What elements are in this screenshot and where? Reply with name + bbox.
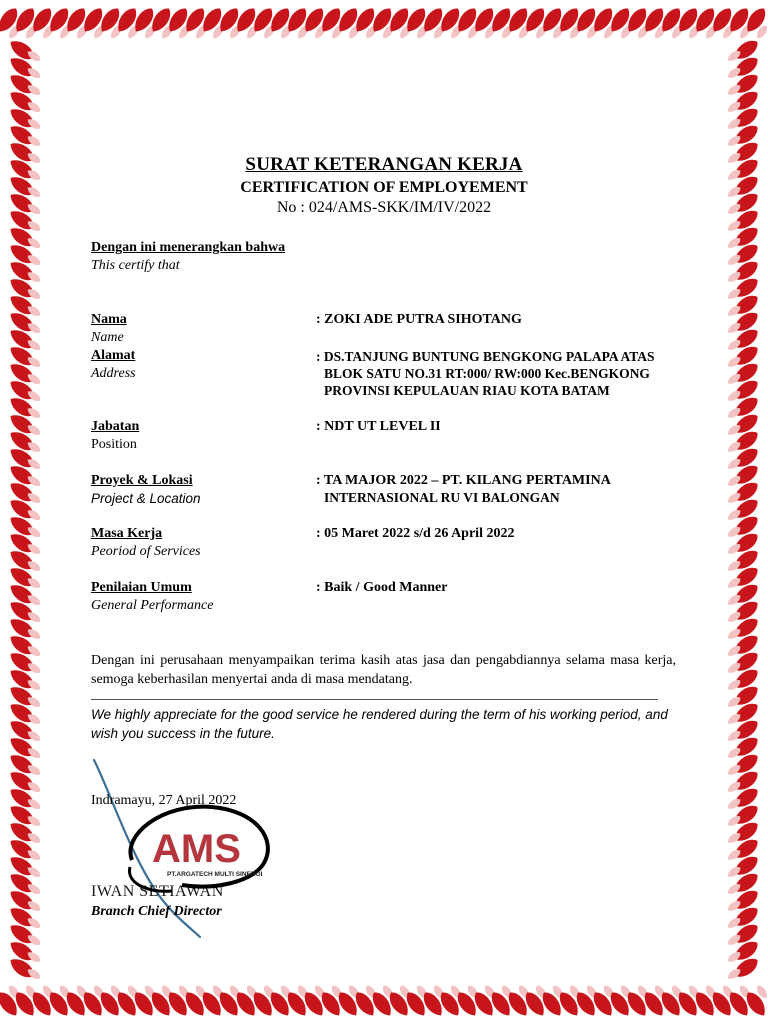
address-value-line-2: BLOK SATU NO.31 RT:000/ RW:000 Kec.BENGKONG — [324, 366, 650, 381]
name-sub: Name — [91, 330, 124, 345]
performance-value: : Baik / Good Manner — [316, 580, 448, 595]
project-value-line-2: INTERNASIONAL RU VI BALONGAN — [324, 490, 560, 505]
signatory-role: Branch Chief Director — [91, 904, 222, 919]
address-value-line-3: PROVINSI KEPULAUAN RIAU KOTA BATAM — [324, 383, 610, 398]
document-title: SURAT KETERANGAN KERJA — [245, 154, 523, 175]
address-sub: Address — [91, 366, 136, 381]
document-title-english: CERTIFICATION OF EMPLOYEMENT — [240, 179, 528, 196]
document-number: No : 024/AMS-SKK/IM/IV/2022 — [276, 199, 492, 216]
closing-text-english: We highly appreciate for the good service he rendered during the term of his working period, and wish you success in the future. — [91, 707, 668, 741]
address-value-line-1: : DS.TANJUNG BUNTUNG BENGKONG PALAPA ATAS — [316, 349, 655, 364]
intro-sub: This certify that — [91, 258, 180, 273]
position-value: : NDT UT LEVEL II — [316, 419, 441, 434]
divider-line — [91, 699, 658, 700]
position-sub: Position — [91, 437, 137, 452]
intro-label: Dengan ini menerangkan bahwa — [91, 240, 286, 255]
performance-label: Penilaian Umum — [91, 580, 192, 595]
logo-text: AMS — [152, 827, 241, 871]
project-label: Proyek & Lokasi — [91, 473, 193, 488]
period-label: Masa Kerja — [91, 526, 163, 541]
address-label: Alamat — [91, 348, 136, 363]
performance-sub: General Performance — [91, 598, 214, 613]
signatory-name: IWAN SETIAWAN — [91, 883, 224, 900]
project-sub: Project & Location — [91, 491, 201, 506]
period-value: : 05 Maret 2022 s/d 26 April 2022 — [316, 526, 515, 541]
project-value-line-1: : TA MAJOR 2022 – PT. KILANG PERTAMINA — [316, 473, 611, 488]
signature-place-date: Indramayu, 27 April 2022 — [91, 793, 237, 808]
period-sub: Peoriod of Services — [91, 544, 201, 559]
closing-text: Dengan ini perusahaan menyampaikan terima kasih atas jasa dan pengabdiannya selama masa kerja, semoga keberhasilan menyertai anda di masa mendatang. — [91, 653, 676, 687]
position-label: Jabatan — [91, 419, 140, 434]
logo-company-name: PT.ARGATECH MULTI SINERGI — [167, 871, 263, 878]
name-label: Nama — [91, 312, 127, 327]
name-value: : ZOKI ADE PUTRA SIHOTANG — [316, 312, 522, 327]
